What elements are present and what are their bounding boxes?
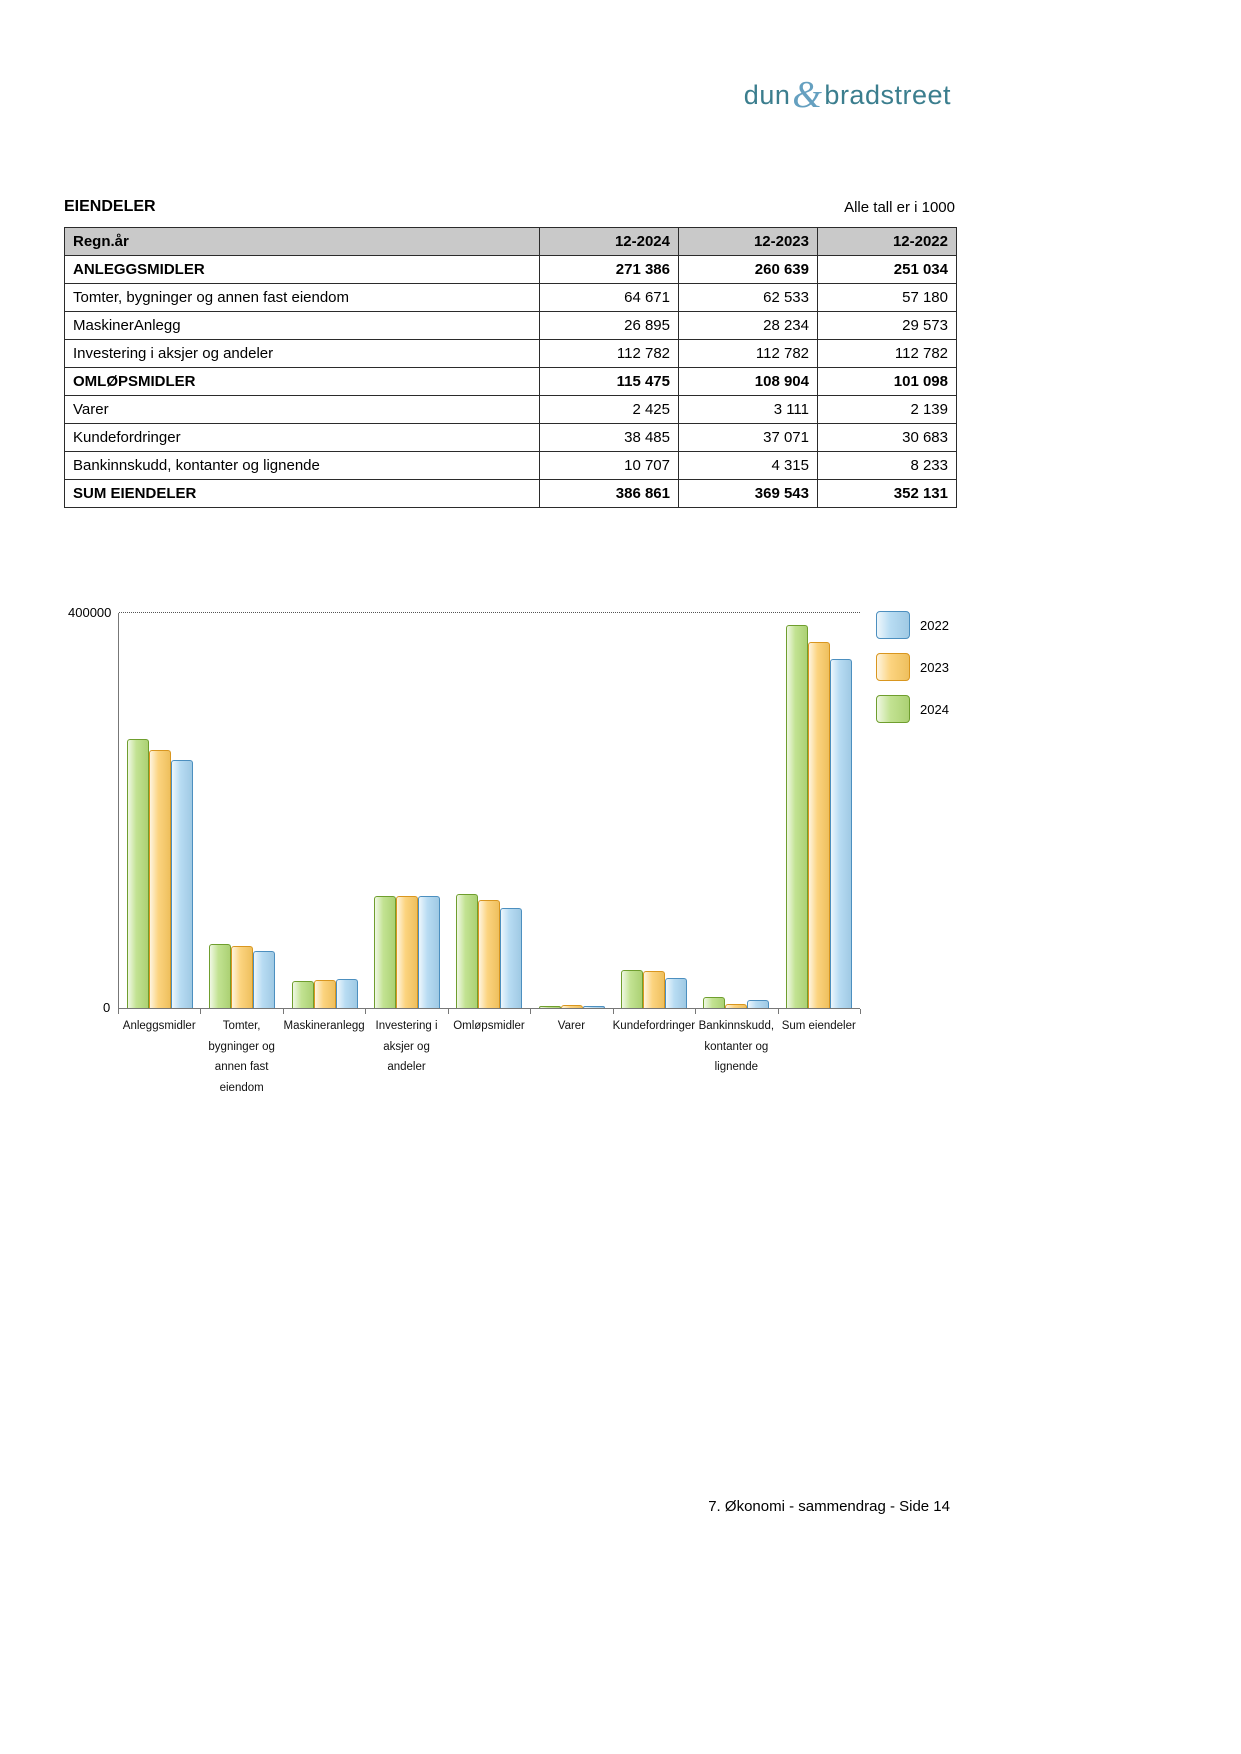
- row-value-cell: 62 533: [679, 284, 818, 312]
- row-label-cell: Tomter, bygninger og annen fast eiendom: [65, 284, 540, 312]
- legend-swatch-2022: [876, 611, 910, 639]
- bar-2023: [808, 642, 830, 1008]
- row-label-cell: OMLØPSMIDLER: [65, 368, 540, 396]
- row-value-cell: 101 098: [818, 368, 957, 396]
- row-value-cell: 26 895: [540, 312, 679, 340]
- legend-label: 2024: [920, 701, 949, 717]
- bar-2024: [539, 1006, 561, 1008]
- row-value-cell: 8 233: [818, 452, 957, 480]
- bar-2024: [374, 896, 396, 1008]
- row-value-cell: 3 111: [679, 396, 818, 424]
- bar-2024: [621, 970, 643, 1008]
- axis-tick: [778, 1009, 779, 1014]
- bar-2023: [396, 896, 418, 1008]
- table-header-cell: 12-2022: [818, 228, 957, 256]
- table-row: [65, 396, 957, 424]
- table-row: [65, 340, 957, 368]
- bar-2022: [171, 760, 193, 1009]
- legend-swatch-2024: [876, 695, 910, 723]
- bar-2024: [209, 944, 231, 1008]
- table-row: [65, 256, 957, 284]
- bar-2023: [643, 971, 665, 1008]
- axis-tick: [695, 1009, 696, 1014]
- bar-2022: [336, 979, 358, 1008]
- table-row: [65, 368, 957, 396]
- row-value-cell: 271 386: [540, 256, 679, 284]
- legend-item-2024: [876, 695, 949, 723]
- table-header-cell: Regn.år: [65, 228, 540, 256]
- axis-tick: [613, 1009, 614, 1014]
- row-value-cell: 108 904: [679, 368, 818, 396]
- row-value-cell: 112 782: [679, 340, 818, 368]
- row-value-cell: 369 543: [679, 480, 818, 508]
- bar-2023: [561, 1005, 583, 1008]
- x-axis-label: Investering i aksjer og andeler: [375, 1020, 438, 1074]
- row-value-cell: 115 475: [540, 368, 679, 396]
- x-axis-label: Tomter, bygninger og annen fast eiendom: [208, 1020, 275, 1095]
- axis-tick: [118, 1009, 119, 1014]
- bar-2022: [583, 1006, 605, 1008]
- bar-2023: [149, 750, 171, 1008]
- legend-item-2022: [876, 611, 949, 639]
- row-label-cell: MaskinerAnlegg: [65, 312, 540, 340]
- row-value-cell: 57 180: [818, 284, 957, 312]
- row-value-cell: 4 315: [679, 452, 818, 480]
- row-value-cell: 64 671: [540, 284, 679, 312]
- x-axis-label: Maskineranlegg: [283, 1020, 365, 1032]
- row-label-cell: SUM EIENDELER: [65, 480, 540, 508]
- bar-2024: [456, 894, 478, 1008]
- axis-tick: [530, 1009, 531, 1014]
- bar-2024: [292, 981, 314, 1008]
- bar-group: [531, 1005, 613, 1008]
- axis-tick: [860, 1009, 861, 1014]
- row-value-cell: 260 639: [679, 256, 818, 284]
- bar-group: [366, 896, 448, 1008]
- section-title: EIENDELER: [64, 198, 156, 215]
- row-value-cell: 251 034: [818, 256, 957, 284]
- dun-bradstreet-logo: [744, 70, 951, 114]
- bar-2022: [253, 951, 275, 1008]
- x-axis-label: Bankinnskudd, kontanter og lignende: [698, 1020, 775, 1074]
- bar-2023: [478, 900, 500, 1008]
- row-label-cell: Bankinnskudd, kontanter og lignende: [65, 452, 540, 480]
- table-row: [65, 424, 957, 452]
- bar-2024: [703, 997, 725, 1008]
- table-body: [65, 256, 957, 508]
- table-header-cell: 12-2023: [679, 228, 818, 256]
- row-value-cell: 28 234: [679, 312, 818, 340]
- row-label-cell: Kundefordringer: [65, 424, 540, 452]
- chart-legend: [876, 611, 949, 737]
- row-value-cell: 112 782: [540, 340, 679, 368]
- bar-2023: [725, 1004, 747, 1008]
- bar-group: [119, 739, 201, 1008]
- row-value-cell: 37 071: [679, 424, 818, 452]
- chart-groups: [119, 613, 860, 1008]
- units-note: Alle tall er i 1000: [844, 199, 955, 216]
- y-axis-zero-label: 0: [103, 1000, 111, 1015]
- row-value-cell: 38 485: [540, 424, 679, 452]
- bar-chart-plot-area: [118, 613, 860, 1009]
- bar-2022: [500, 908, 522, 1008]
- bar-2022: [665, 978, 687, 1008]
- x-axis-labels: [118, 1016, 860, 1099]
- row-value-cell: 29 573: [818, 312, 957, 340]
- section-header: [64, 198, 955, 216]
- table-row: [65, 312, 957, 340]
- logo-ampersand-icon: &: [792, 74, 823, 116]
- bar-group: [695, 997, 777, 1008]
- table-row: [65, 452, 957, 480]
- axis-tick: [365, 1009, 366, 1014]
- bar-2023: [314, 980, 336, 1008]
- page-footer: 7. Økonomi - sammendrag - Side 14: [708, 1498, 950, 1515]
- table-row: [65, 284, 957, 312]
- x-axis-label: Varer: [557, 1020, 586, 1032]
- row-value-cell: 2 139: [818, 396, 957, 424]
- row-value-cell: 352 131: [818, 480, 957, 508]
- bar-2024: [127, 739, 149, 1008]
- row-label-cell: Varer: [65, 396, 540, 424]
- bar-group: [201, 944, 283, 1008]
- row-value-cell: 386 861: [540, 480, 679, 508]
- x-axis-label: Anleggsmidler: [122, 1020, 196, 1032]
- bar-2022: [418, 896, 440, 1008]
- bar-group: [778, 625, 860, 1008]
- bar-group: [448, 894, 530, 1008]
- axis-tick: [448, 1009, 449, 1014]
- row-value-cell: 10 707: [540, 452, 679, 480]
- row-value-cell: 2 425: [540, 396, 679, 424]
- y-axis-max-label: 400000: [68, 605, 112, 620]
- row-label-cell: Investering i aksjer og andeler: [65, 340, 540, 368]
- table-row: [65, 480, 957, 508]
- assets-table: [64, 227, 957, 508]
- axis-tick: [200, 1009, 201, 1014]
- table-header-cell: 12-2024: [540, 228, 679, 256]
- row-value-cell: 30 683: [818, 424, 957, 452]
- x-axis-label: Sum eiendeler: [781, 1020, 856, 1032]
- bar-2022: [830, 659, 852, 1008]
- legend-swatch-2023: [876, 653, 910, 681]
- legend-label: 2022: [920, 617, 949, 633]
- logo-text-dun: dun: [743, 80, 791, 110]
- bar-2024: [786, 625, 808, 1008]
- row-value-cell: 112 782: [818, 340, 957, 368]
- row-label-cell: ANLEGGSMIDLER: [65, 256, 540, 284]
- x-axis-label: Omløpsmidler: [453, 1020, 525, 1032]
- bar-2022: [747, 1000, 769, 1008]
- logo-text-bradstreet: bradstreet: [824, 80, 951, 110]
- x-axis-ticks: [118, 1009, 860, 1015]
- bar-group: [284, 979, 366, 1008]
- bar-2023: [231, 946, 253, 1008]
- legend-label: 2023: [920, 659, 949, 675]
- legend-item-2023: [876, 653, 949, 681]
- table-header-row: [65, 228, 957, 256]
- x-axis-label: Kundefordringer: [612, 1020, 696, 1032]
- bar-group: [613, 970, 695, 1008]
- axis-tick: [283, 1009, 284, 1014]
